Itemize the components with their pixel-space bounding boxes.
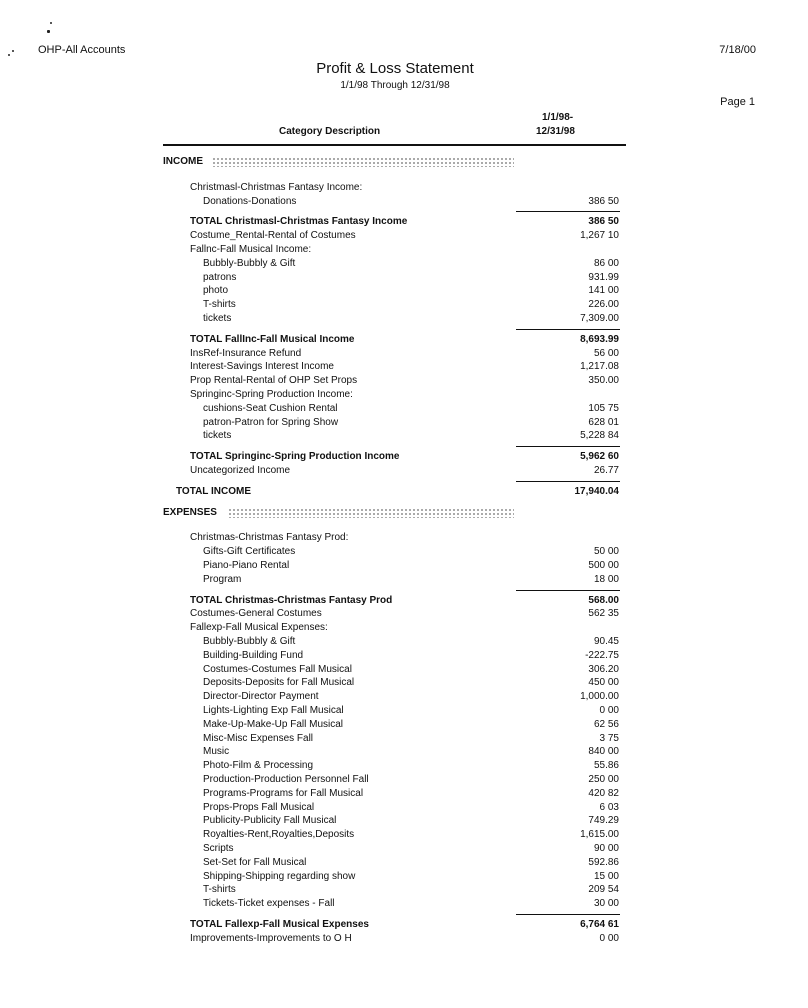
line-item-row — [0, 649, 808, 662]
line-item-row — [0, 347, 808, 360]
line-item-row — [0, 704, 808, 717]
line-item-row — [0, 229, 808, 242]
line-item-row — [0, 429, 808, 442]
row-amount: 0 00 — [599, 705, 619, 716]
total-row — [0, 594, 808, 607]
row-label: Costumes-General Costumes — [190, 608, 322, 620]
row-label: Director-Director Payment — [203, 691, 319, 703]
group-row — [0, 181, 808, 194]
row-amount: 50 00 — [593, 546, 619, 558]
row-amount: 3 75 — [599, 732, 619, 744]
row-amount: 8,693.99 — [580, 333, 619, 345]
scan-speck — [8, 54, 10, 56]
row-amount: 105 75 — [588, 402, 619, 414]
row-label: T-shirts — [203, 884, 236, 896]
subtotal-rule — [516, 481, 620, 482]
line-item-row — [0, 897, 808, 910]
row-label: TOTAL FallInc-Fall Musical Income — [190, 333, 355, 345]
row-amount: 6,764 61 — [580, 919, 619, 930]
subtotal-rule — [516, 590, 620, 591]
row-amount: 5,962 60 — [580, 451, 619, 463]
line-item-row — [0, 195, 808, 208]
row-amount: 15 00 — [593, 870, 619, 882]
line-item-row — [0, 883, 808, 896]
row-amount: 90 00 — [593, 843, 619, 854]
line-item-row — [0, 374, 808, 387]
row-label: Set-Set for Fall Musical — [203, 856, 307, 868]
group-row — [0, 388, 808, 401]
subtotal-rule — [516, 211, 620, 212]
row-amount: 931.99 — [588, 271, 619, 283]
row-label: Uncategorized Income — [190, 465, 291, 476]
row-label: INCOME — [163, 156, 203, 167]
row-amount: 0 00 — [599, 932, 619, 944]
account-name: OHP-All Accounts — [38, 44, 126, 56]
row-label: Improvements-Improvements to O H — [190, 932, 352, 944]
row-label: Fallnc-Fall Musical Income: — [190, 244, 312, 255]
line-item-row — [0, 271, 808, 284]
row-label: Props-Props Fall Musical — [203, 801, 315, 813]
report-title: Profit & Loss Statement — [316, 60, 474, 77]
row-label: TOTAL Springinc-Spring Production Income — [190, 451, 400, 463]
row-amount: 1,000.00 — [580, 691, 619, 703]
row-label: Shipping-Shipping regarding show — [203, 870, 356, 882]
line-item-row — [0, 690, 808, 703]
row-amount: 500 00 — [588, 560, 619, 571]
row-label: Publicity-Publicity Fall Musical — [203, 815, 337, 827]
page-number: Page 1 — [720, 96, 755, 108]
row-label: Costumes-Costumes Fall Musical — [203, 663, 352, 675]
scan-speck — [12, 50, 14, 52]
row-label: Donations-Donations — [203, 195, 297, 207]
row-label: Costume_Rental-Rental of Costumes — [190, 230, 356, 242]
row-label: InsRef-Insurance Refund — [190, 347, 302, 359]
line-item-row — [0, 360, 808, 373]
row-label: T-shirts — [203, 299, 236, 311]
row-amount: 592.86 — [588, 856, 619, 868]
row-label: Royalties-Rent,Royalties,Deposits — [203, 829, 355, 841]
line-item-row — [0, 814, 808, 827]
row-amount: 90.45 — [593, 636, 619, 647]
row-amount: 386 50 — [588, 195, 619, 207]
row-label: cushions-Seat Cushion Rental — [203, 402, 338, 414]
row-amount: 420 82 — [588, 787, 619, 799]
row-amount: 6 03 — [599, 801, 619, 813]
subtotal-rule — [516, 329, 620, 330]
row-label: Misc-Misc Expenses Fall — [203, 732, 314, 744]
line-item-row — [0, 607, 808, 620]
row-label: Springinc-Spring Production Income: — [190, 389, 353, 400]
row-amount: 226.00 — [588, 299, 619, 311]
row-amount: -222.75 — [585, 649, 619, 661]
row-label: Christmasl-Christmas Fantasy Income: — [190, 181, 363, 193]
row-label: Bubbly-Bubbly & Gift — [203, 636, 296, 647]
subtotal-rule — [516, 914, 620, 915]
row-label: Lights-Lighting Exp Fall Musical — [203, 705, 344, 716]
row-amount: 55.86 — [593, 760, 619, 772]
total-row — [0, 215, 808, 228]
row-amount: 562 35 — [588, 608, 619, 620]
row-amount: 568.00 — [588, 594, 619, 606]
line-item-row — [0, 545, 808, 558]
subtotal-rule — [516, 446, 620, 447]
scan-speck — [47, 30, 50, 33]
row-label: patrons — [203, 271, 237, 283]
scan-speck — [50, 22, 52, 24]
row-label: patron-Patron for Spring Show — [203, 416, 339, 428]
line-item-row — [0, 842, 808, 855]
row-label: Scripts — [203, 843, 234, 854]
line-item-row — [0, 870, 808, 883]
row-label: Bubbly-Bubbly & Gift — [203, 257, 296, 269]
row-amount: 749.29 — [588, 815, 619, 827]
row-label: Make-Up-Make-Up Fall Musical — [203, 718, 344, 730]
row-amount: 18 00 — [593, 573, 619, 585]
line-item-row — [0, 464, 808, 477]
row-amount: 1,217.08 — [580, 361, 619, 373]
row-amount: 7,309.00 — [580, 313, 619, 324]
group-row — [0, 531, 808, 544]
row-amount: 306.20 — [588, 663, 619, 675]
row-label: TOTAL Christmas-Christmas Fantasy Prod — [190, 594, 393, 606]
line-item-row — [0, 559, 808, 572]
line-item-row — [0, 773, 808, 786]
row-amount: 450 00 — [588, 677, 619, 689]
row-amount: 56 00 — [593, 347, 619, 359]
group-row — [0, 621, 808, 634]
row-amount: 26.77 — [593, 465, 619, 476]
section-dot-leader — [228, 508, 514, 518]
total-row — [0, 450, 808, 463]
report-date: 7/18/00 — [719, 44, 756, 56]
row-label: Programs-Programs for Fall Musical — [203, 787, 364, 799]
row-label: Piano-Piano Rental — [203, 560, 290, 571]
row-label: photo — [203, 285, 229, 297]
total-row — [0, 333, 808, 346]
line-item-row — [0, 257, 808, 270]
row-label: Music — [203, 746, 230, 758]
row-amount: 209 54 — [588, 884, 619, 896]
line-item-row — [0, 856, 808, 869]
line-item-row — [0, 932, 808, 945]
header-rule — [163, 144, 626, 146]
row-label: tickets — [203, 313, 232, 324]
row-label: Building-Building Fund — [203, 649, 304, 661]
row-label: Program — [203, 573, 242, 585]
line-item-row — [0, 416, 808, 429]
row-amount: 62 56 — [593, 718, 619, 730]
row-label: Interest-Savings Interest Income — [190, 361, 334, 373]
row-label: TOTAL INCOME — [176, 485, 251, 497]
row-label: Tickets-Ticket expenses - Fall — [203, 898, 335, 910]
row-amount: 386 50 — [588, 216, 619, 228]
line-item-row — [0, 312, 808, 325]
line-item-row — [0, 732, 808, 745]
amount-column-header-line1: 1/1/98- — [542, 112, 574, 123]
line-item-row — [0, 828, 808, 841]
line-item-row — [0, 787, 808, 800]
row-amount: 86 00 — [593, 257, 619, 269]
line-item-row — [0, 676, 808, 689]
line-item-row — [0, 402, 808, 415]
line-item-row — [0, 718, 808, 731]
row-amount: 1,267 10 — [580, 230, 619, 242]
amount-column-header-line2: 12/31/98 — [536, 126, 575, 137]
line-item-row — [0, 284, 808, 297]
line-item-row — [0, 745, 808, 758]
row-amount: 628 01 — [588, 416, 619, 428]
row-amount: 141 00 — [588, 285, 619, 297]
row-amount: 5,228 84 — [580, 430, 619, 442]
row-label: Photo-Film & Processing — [203, 760, 314, 772]
report-period: 1/1/98 Through 12/31/98 — [340, 80, 450, 91]
total-row — [0, 918, 808, 931]
row-label: EXPENSES — [163, 506, 217, 518]
row-amount: 30 00 — [593, 898, 619, 910]
row-label: Deposits-Deposits for Fall Musical — [203, 677, 355, 689]
total-row — [0, 485, 808, 498]
row-label: TOTAL Fallexp-Fall Musical Expenses — [190, 919, 369, 930]
row-amount: 250 00 — [588, 774, 619, 785]
row-label: Christmas-Christmas Fantasy Prod: — [190, 532, 349, 544]
line-item-row — [0, 759, 808, 772]
group-row — [0, 243, 808, 256]
row-label: TOTAL Christmasl-Christmas Fantasy Income — [190, 216, 408, 228]
row-amount: 17,940.04 — [574, 485, 619, 497]
category-column-header: Category Description — [279, 126, 381, 137]
section-dot-leader — [212, 157, 514, 167]
row-label: Prop Rental-Rental of OHP Set Props — [190, 375, 358, 387]
line-item-row — [0, 298, 808, 311]
line-item-row — [0, 573, 808, 586]
row-amount: 350.00 — [588, 375, 619, 387]
row-amount: 840 00 — [588, 746, 619, 758]
row-label: Production-Production Personnel Fall — [203, 774, 369, 785]
line-item-row — [0, 801, 808, 814]
row-amount: 1,615.00 — [580, 829, 619, 841]
line-item-row — [0, 663, 808, 676]
row-label: Fallexp-Fall Musical Expenses: — [190, 622, 328, 634]
line-item-row — [0, 635, 808, 648]
row-label: tickets — [203, 430, 232, 442]
row-label: Gifts-Gift Certificates — [203, 546, 296, 558]
